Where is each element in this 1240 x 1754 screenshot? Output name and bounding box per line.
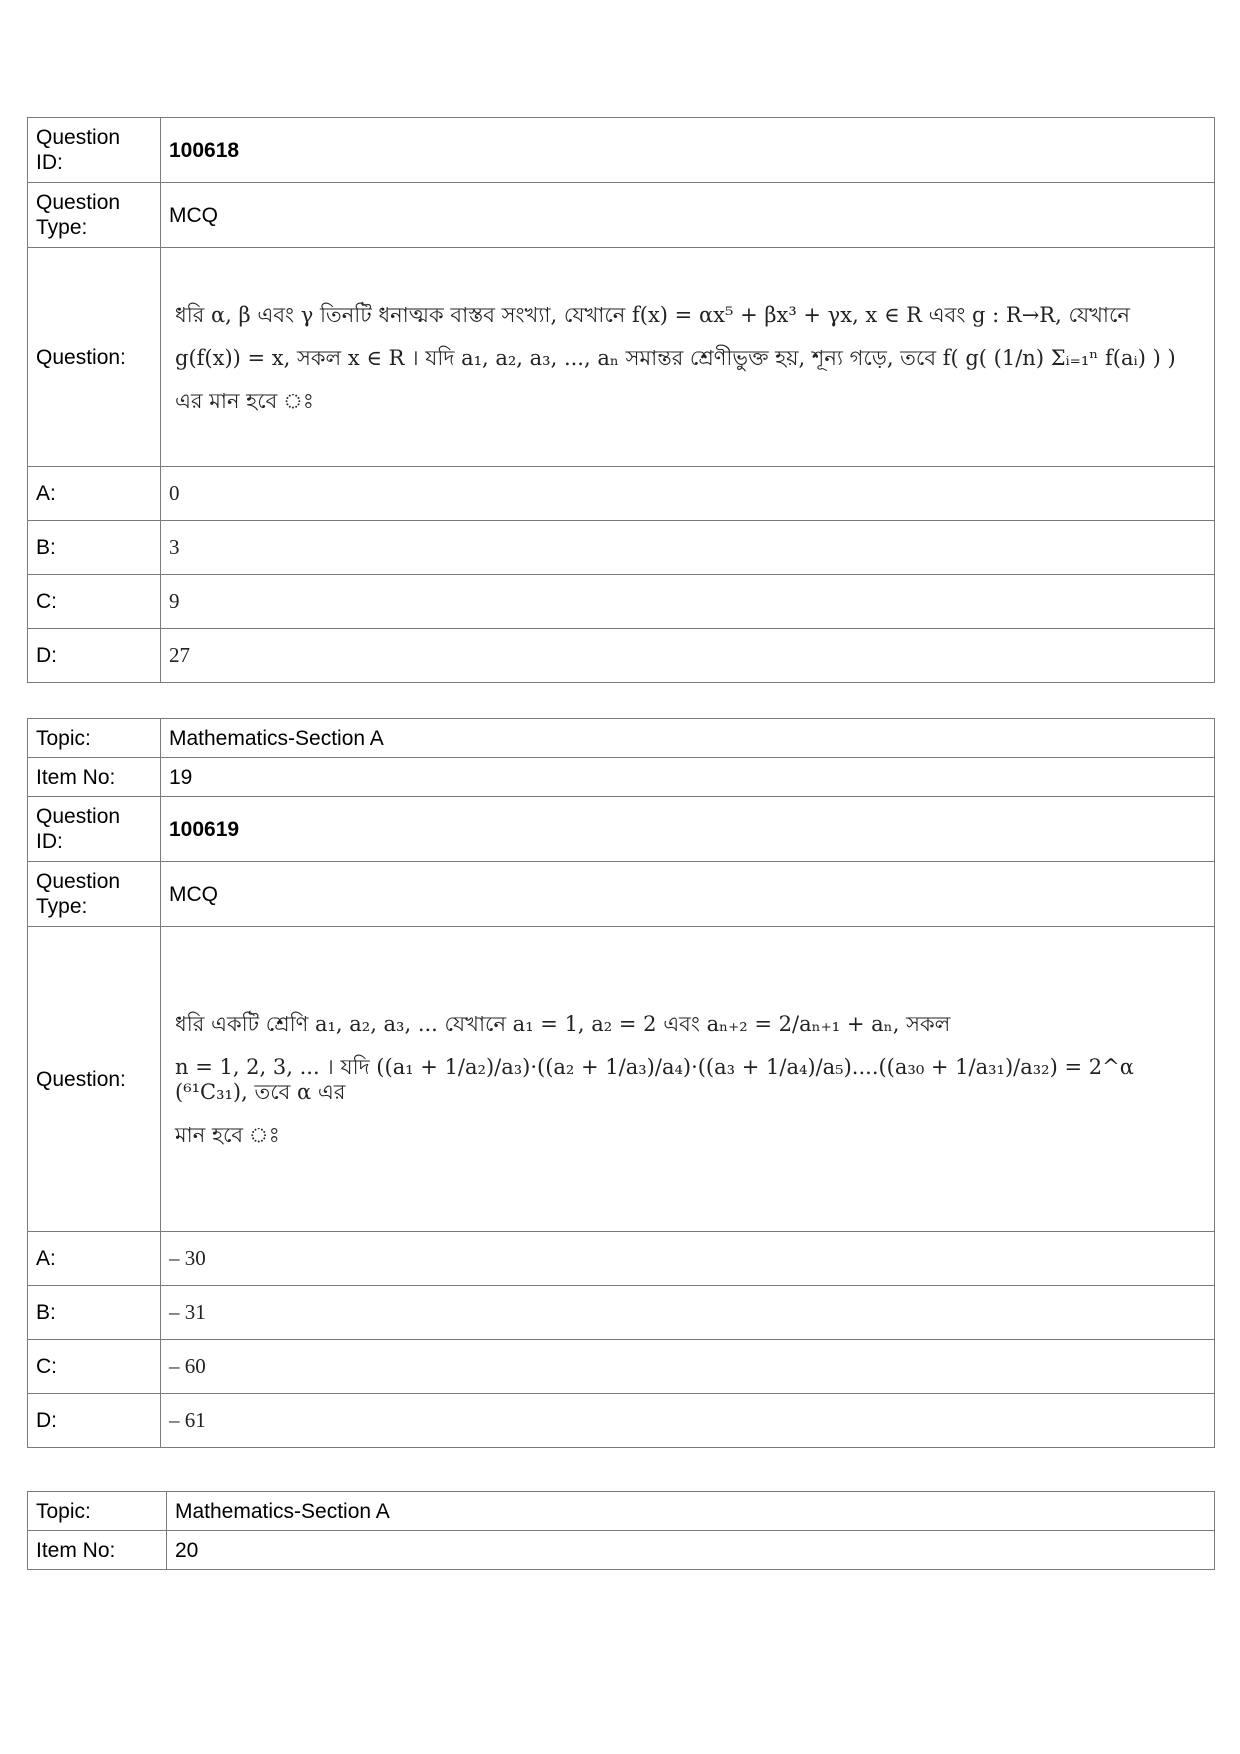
question-type-value: MCQ	[161, 862, 1215, 927]
question-line-1: ধরি একটি শ্রেণি a₁, a₂, a₃, ... যেখানে a₁ = 1, a₂ = 2 এবং aₙ₊₂ = 2/aₙ₊₁ + aₙ, সকল	[175, 1012, 951, 1036]
option-c-label: C:	[28, 575, 161, 629]
item-no-value: 19	[161, 758, 1215, 797]
topic-value: Mathematics-Section A	[161, 719, 1215, 758]
topic-label: Topic:	[28, 1492, 167, 1531]
topic-label: Topic:	[28, 719, 161, 758]
topic-value: Mathematics-Section A	[167, 1492, 1215, 1531]
question-table-100618	[27, 117, 1215, 683]
option-b-label: B:	[28, 521, 161, 575]
option-d-value: 27	[161, 629, 1215, 683]
option-d-value: – 61	[161, 1394, 1215, 1448]
question-type-label: Question Type:	[28, 183, 161, 248]
question-table-100619	[27, 718, 1215, 1448]
item-no-label: Item No:	[28, 758, 161, 797]
option-a-value: – 30	[161, 1232, 1215, 1286]
option-a-value: 0	[161, 467, 1215, 521]
question-table-item-20	[27, 1491, 1215, 1570]
question-line-2: n = 1, 2, 3, ... । যদি ((a₁ + 1/a₂)/a₃)·((a₂ + 1/a₃)/a₄)·((a₃ + 1/a₄)/a₅)....((a₃₀ + 1/a₃₁)/a₃₂) = 2^α (⁶¹C₃₁), তবে α এর	[175, 1055, 1134, 1104]
question-id-label: Question ID:	[28, 797, 161, 862]
question-label: Question:	[28, 248, 161, 467]
question-type-value: MCQ	[161, 183, 1215, 248]
option-c-label: C:	[28, 1340, 161, 1394]
option-d-label: D:	[28, 629, 161, 683]
question-id-value: 100618	[161, 118, 1215, 183]
item-no-value: 20	[167, 1531, 1215, 1570]
question-id-value: 100619	[161, 797, 1215, 862]
option-a-label: A:	[28, 467, 161, 521]
option-c-value: 9	[161, 575, 1215, 629]
option-c-value: – 60	[161, 1340, 1215, 1394]
question-line-1: ধরি α, β এবং γ তিনটি ধনাত্মক বাস্তব সংখ্যা, যেখানে f(x) = αx⁵ + βx³ + γx, x ∈ R এবং g : R→R, যেখানে	[175, 302, 1130, 327]
question-line-3: মান হবে ঃ	[175, 1123, 280, 1147]
question-type-label: Question Type:	[28, 862, 161, 927]
question-line-2: g(f(x)) = x, সকল x ∈ R । যদি a₁, a₂, a₃, ..., aₙ সমান্তর শ্রেণীভুক্ত হয়, শূন্য গড়ে, তবে f( g( (1/n) Σᵢ₌₁ⁿ f(aᵢ) ) )	[175, 345, 1176, 370]
question-text	[161, 248, 1215, 467]
option-b-value: 3	[161, 521, 1215, 575]
item-no-label: Item No:	[28, 1531, 167, 1570]
question-id-label: Question ID:	[28, 118, 161, 183]
question-line-3: এর মান হবে ঃ	[175, 388, 314, 413]
option-b-value: – 31	[161, 1286, 1215, 1340]
option-a-label: A:	[28, 1232, 161, 1286]
option-d-label: D:	[28, 1394, 161, 1448]
question-text	[161, 927, 1215, 1232]
question-label: Question:	[28, 927, 161, 1232]
option-b-label: B:	[28, 1286, 161, 1340]
